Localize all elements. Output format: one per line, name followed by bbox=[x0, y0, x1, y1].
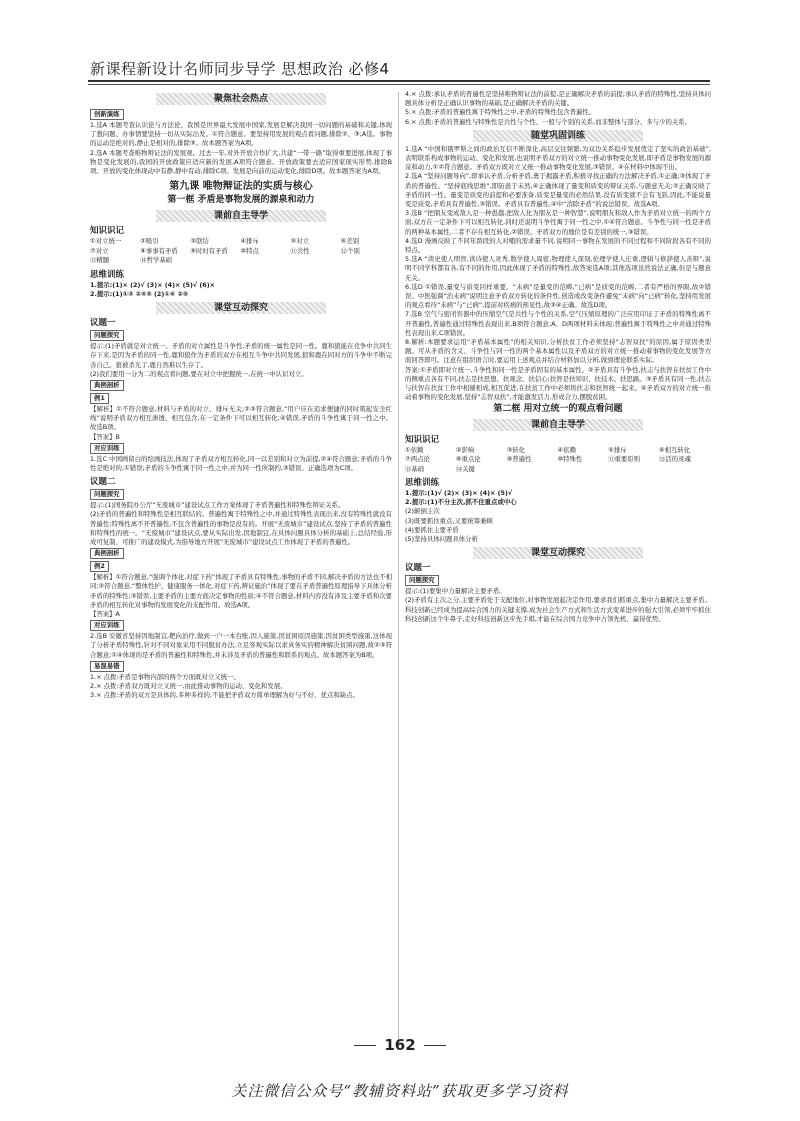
exercise-item: 答案:①矛盾即对立统一,斗争性和同一性是矛盾固有的基本属性。②矛盾具有斗争性,扶志与扶智在扶贫工作中的侧重点各有不同,扶志是扶思想、扶观念、扶信心;扶智是扶知识、扶技术、扶思路。③矛盾具有同一性,扶志与扶智在扶贫工作中相辅相成,相互促进,在扶贫工作中必须将扶志和扶智统一起来。④矛盾双方的对立统一推动着事物的变化发展,坚持“志智双扶”,才能激发活力,形成合力,摆脱贫困。 bbox=[405, 365, 711, 402]
topic-heading: 议题一 bbox=[90, 318, 116, 329]
exercise-item: 5.选A “读史使人明智,读诗使人灵秀,数学使人周密,物理使人深刻,伦理学使人庄重,逻辑与修辞使人善辩”,说明不同学科都有各,有不同的作用,因此体现了矛盾的特殊性,故答案选A项;其他选项虽然说法正确,但是与题意无关。 bbox=[405, 255, 711, 282]
error-item: 6.× 点拨:矛盾的普遍性与特殊性是共性与个性、一般与个别的关系,而非整体与部分、多与少的关系。 bbox=[405, 117, 692, 126]
problem-tag: 问题探究 bbox=[405, 575, 439, 586]
pre-class-banner: 课前自主导学 bbox=[156, 210, 326, 222]
thinking-answer: 1.提示:(1)√ (2)× (3)× (4)× (5)√ bbox=[405, 489, 513, 497]
knowledge-item: ⑭哲学基础 bbox=[140, 256, 173, 265]
knowledge-item: ⑩特殊性 bbox=[557, 455, 583, 463]
example-tag: 例1 bbox=[90, 393, 109, 404]
typical-tag: 典例剖析 bbox=[90, 548, 124, 559]
hot-topic-banner: 聚焦社会热点 bbox=[156, 93, 326, 105]
page-number bbox=[0, 1036, 800, 1054]
knowledge-item: ⑦对立 bbox=[90, 246, 109, 255]
knowledge-item: ④排斥 bbox=[240, 237, 259, 246]
example-parse: 【解析】①符合题意,“强调个体化,对症下药”体现了矛盾具有特殊性,事物的矛盾不同,解决矛盾的方法也不相同;②符合题意,“整体性护、健康服务一体化,对症下药,辨证施治”体现了要在矛盾普遍性原理指导下具体分析矛盾的特殊性;③错误,主要矛盾的主要方面决定事物的性质;④不符合题意,材料内容没有涉及主要矛盾和次要矛盾的相互转化对事物的发展变化的支配作用。故选A项。 bbox=[90, 573, 392, 609]
example-tag: 例2 bbox=[90, 561, 109, 572]
typical-tag: 典例剖析 bbox=[90, 380, 124, 391]
knowledge-item: ⑭关键 bbox=[455, 464, 475, 473]
practice-tag: 对应训练 bbox=[90, 620, 124, 631]
exercise-item: 4.选D 漫画反映了不同年龄段的人对哺的需求量不同,说明同一事物在发展的不同过程和不同阶段各有不同的特点。 bbox=[405, 236, 711, 255]
header-rule bbox=[88, 80, 710, 82]
error-item: 3.× 点拨:矛盾的双方是具体的,多种多样的,不能把矛盾双方简单理解为好与不好、优点和缺点。 bbox=[90, 691, 359, 700]
left-column bbox=[90, 90, 392, 1072]
exercise-item: 1.选A “中国和俄罗斯之间的政治互信不断深化,高层交往频繁,为双边关系稳步发展奠定了坚实的政治基础”,表明联系构成事物的运动、变化和发展,也说明矛盾双方的对立统一推动事物变化发展,即矛盾是事物发展的源泉和动力,①②符合题意。矛盾双方既对立又统一推动事物变化发展,③错误。④在材料中体现不出。 bbox=[405, 144, 711, 172]
problem-text: 提示:(1)矛盾就是对立统一。矛盾的对立属性是斗争性,矛盾的统一属性是同一性。鹿和狼能在竞争中共同生存下来,是因为矛盾的同一性,鹿和狼作为矛盾的双方在相互斗争中共同发展,狼和鹿在同对方的斗争中不断完善自己。狼被杀光了,鹿自然难以生存了。 bbox=[90, 342, 392, 369]
error-item: 5.× 点拨:矛盾的普遍性寓于特殊性之中,矛盾的特殊性包含普遍性。 bbox=[405, 108, 596, 117]
knowledge-item: ②影响 bbox=[455, 445, 475, 454]
practice-text: 1.选C 中国画留白的绘画技法,体现了矛盾双方相互转化,同一以差别和对立为前提,②④符合题意;矛盾的斗争性是绝对的,①错误;矛盾的斗争性寓于同一性之中,并为同一性所制约,③错误。正确选项为C项。 bbox=[90, 454, 392, 472]
innovate-item: 2.选A 本题考查唯物辩证法的发展观。过去一年,对外开放合作扩大,共建“一带一路”取得重要进展,体现了事物是变化发展的,我国的开放政策应适应新的发展,A项符合题意。开放政策要去适应国家现实形势,排除B项。开放的变化体现动中有静,静中有动,排除C项。发展是向前的运动变化,排除D项。故本题答案为A项。 bbox=[90, 148, 392, 176]
error-item: 4.× 点拨:承认矛盾的普遍性是坚持唯物辩证法的前提,是正确解决矛盾的前提;承认矛盾的特殊性,坚持具体问题具体分析是正确认识事物的基础,是正确解决矛盾的关键。 bbox=[405, 90, 711, 108]
practice-tag: 对应训练 bbox=[90, 443, 124, 454]
page-number-dash-left bbox=[354, 1045, 376, 1046]
class-banner: 课堂互动探究 bbox=[473, 547, 643, 559]
error-item: 2.× 点拨:矛盾双方既对立又统一,由此推动事物的运动、变化和发展。 bbox=[90, 682, 287, 690]
knowledge-item: ⑩特点 bbox=[240, 246, 259, 255]
knowledge-item: ①依赖 bbox=[405, 445, 424, 454]
problem-tag: 问题探究 bbox=[90, 489, 124, 500]
page-number-text: 162 bbox=[384, 1036, 416, 1054]
thinking-answer: 1.提示:(1)× (2)√ (3)× (4)× (5)√ (6)× bbox=[90, 280, 216, 289]
topic-heading: 议题二 bbox=[90, 477, 116, 488]
exercise-item: 3.选B “把朋友变成敌人是一种愚蠢,把敌人化为朋友是一种智慧”,说明朋友和敌人作为矛盾对立统一的两个方面,双方在一定条件下可以相互转化,同时还说明斗争性寓于同一性之中,①④符合题意。斗争性与同一性是矛盾的两种基本属性,二者不存在相互转化,②错误。矛盾双方的地位是有差别的统一,③错误。 bbox=[405, 209, 711, 236]
header-rule-thin bbox=[88, 84, 710, 85]
class-banner: 课堂互动探究 bbox=[156, 302, 326, 314]
thinking-answer: (3)既要抓住重点,又要统筹兼顾 bbox=[405, 516, 493, 525]
knowledge-heading: 知识识记 bbox=[405, 434, 440, 445]
thinking-answer: (2)颠倒主次 bbox=[405, 507, 440, 516]
pre-class-banner: 课前自主导学 bbox=[473, 419, 643, 431]
knowledge-item: ④依赖 bbox=[557, 445, 576, 454]
knowledge-item: ⑪共性 bbox=[290, 246, 310, 255]
knowledge-item: ⑬精髓 bbox=[90, 256, 110, 265]
problem-text: (2)矛盾有主次之分,主要矛盾处于支配地位,对事物发展起决定作用,要求我们抓重点,集中力量解决主要矛盾。科技创新已经成为提高综合国力的关键支撑,成为社会生产方式和生活方式变革进步的强大引领,必须牢牢抓住科技创新这个牛鼻子,走好科技创新这步先手棋,才能在综合国力竞争中占领先机、赢得优势。 bbox=[405, 596, 711, 623]
knowledge-grid bbox=[405, 446, 711, 475]
knowledge-item: ⑫活的灵魂 bbox=[658, 455, 691, 463]
thinking-heading: 思维训练 bbox=[90, 269, 125, 280]
exercise-item: 2.选A “坚持问题导向”,即承认矛盾,分析矛盾,勇于揭露矛盾,积极寻找正确的方法解决矛盾,①正确;③体现了矛盾的普遍性。“坚持底线思维”,即防患于未然,④正确体现了量变和质变的辩证关系,与题意无关;②正确反映了矛盾的同一性。量变是质变的前提和必要准备,质变是量变的必然结果,没有质变就不会有飞跃,因此,不能说量变是质变,矛盾具有普遍性,③错误。矛盾具有普遍性,④中“消除矛盾”的说法错误。故选A项。 bbox=[405, 172, 711, 209]
example-answer: 【答案】A bbox=[90, 609, 120, 618]
thinking-heading: 思维训练 bbox=[405, 478, 440, 488]
knowledge-item: ②吸引 bbox=[140, 237, 159, 246]
topic-heading: 议题一 bbox=[405, 563, 431, 574]
frame-title: 第一框 矛盾是事物发展的源泉和动力 bbox=[167, 195, 315, 206]
knowledge-item: ⑥差别 bbox=[340, 237, 360, 246]
innovate-tag: 创新演练 bbox=[90, 109, 124, 120]
knowledge-item: ⑨普遍性 bbox=[506, 455, 532, 463]
knowledge-item: ⑪重要原则 bbox=[608, 455, 641, 463]
example-answer: 【答案】B bbox=[90, 432, 120, 441]
knowledge-item: ⑥相互转化 bbox=[658, 445, 691, 454]
knowledge-item: ⑫个别 bbox=[340, 246, 360, 255]
exercise-item: 6.选D ①错误,量变与质变同样重要。“未病”是量变的范畴,“已病”是质变的范畴,二者有严格的界限,故②错误。中医强调“治未病”说明注意矛盾双方转化的条件性,创造或改变条件避免“未病”向“已病”转化,坚持用发展的观点看待“未病”与“已病”,提前对疾病的预见性,故③④正确。故选D项。 bbox=[405, 282, 711, 310]
knowledge-item: ③转化 bbox=[506, 445, 526, 454]
exercise-item: 7.选B 空气与密闭容器中的压缩空气是共性与个性的关系,空气压缩原理的广泛应用印证了矛盾的特殊性离不开普遍性,普遍性通过特殊性表现出来,B项符合题意;A、D两项材料未体现;普遍性寓于特殊性之中并通过特殊性表现出来,C项错误。 bbox=[405, 310, 711, 337]
knowledge-item: ⑦两点论 bbox=[405, 455, 430, 463]
knowledge-heading: 知识识记 bbox=[90, 226, 125, 237]
knowledge-item: ⑧重点论 bbox=[455, 455, 481, 463]
knowledge-grid bbox=[90, 237, 392, 266]
column-divider bbox=[398, 92, 399, 1042]
thinking-answer: (5)坚持具体问题具体分析 bbox=[405, 535, 478, 544]
problem-tag: 问题探究 bbox=[90, 330, 124, 341]
thinking-answer: (4)要抓住主要矛盾 bbox=[405, 525, 459, 534]
knowledge-item: ①对立统一 bbox=[90, 237, 122, 246]
knowledge-item: ⑬基础 bbox=[405, 464, 425, 473]
problem-text: 提示:(1)要集中力量解决主要矛盾。 bbox=[405, 587, 506, 596]
knowledge-item: ⑤排斥 bbox=[608, 445, 627, 454]
consolidate-banner: 随堂巩固训练 bbox=[473, 130, 643, 142]
thinking-answer: 2.提示:(1)①③ ②④⑤ (2)①④ ②⑤ bbox=[90, 289, 189, 298]
page-number-dash-right bbox=[424, 1045, 446, 1046]
right-column bbox=[405, 90, 711, 1072]
knowledge-item: ⑧事事有矛盾 bbox=[140, 246, 178, 255]
running-header: 新课程新设计名师同步导学 思想政治 必修4 bbox=[90, 60, 390, 78]
exercise-item: 8.解析:本题要求运用“矛盾基本属性”的相关知识,分析扶贫工作必须坚持“志智双扶”的原因,属于原因类型题。可从矛盾的含义、斗争性与同一性的两个基本属性以及矛盾双方的对立统一推动着事物的变化发展等方面回答即可。注意在组织语言时,要运用上述观点并结合材料加以分析,做到理论联系实际。 bbox=[405, 338, 711, 365]
error-tag: 易混易错 bbox=[90, 661, 124, 672]
footer-note: 关注微信公众号“教辅资料站”获取更多学习资料 bbox=[231, 1082, 569, 1100]
knowledge-item: ⑤对立 bbox=[290, 237, 310, 246]
frame-title: 第二框 用对立统一的观点看问题 bbox=[493, 403, 623, 414]
problem-text: 提示:(1)国务院办公厅“无废城市”建设试点工作方案体现了矛盾普遍性和特殊性辩证关系。 bbox=[90, 501, 345, 510]
practice-text: 2.选B 安徽省坚持因地制宜,靶向治疗,做到一户一本台账,因人施策,因贫困原因施策,因贫困类型施策,这体现了分析矛盾特殊性,针对不同对象采用不同脱贫办法,立足客观实际以求真务实的精神解决贫困问题,故②③符合题意;①④体现的是矛盾的普遍性和特殊性,并未涉及矛盾的普遍性和联系的观点。故本题答案为B项。 bbox=[90, 632, 392, 659]
lesson-title: 第九课 唯物辩证法的实质与核心 bbox=[169, 181, 313, 193]
knowledge-item: ⑨时时有矛盾 bbox=[190, 246, 228, 255]
problem-text: (2)我们要用一分为二的观点看问题,要在对立中把握统一,在统一中认识对立。 bbox=[90, 369, 308, 378]
knowledge-item: ③联结 bbox=[190, 237, 209, 246]
error-item: 1.× 点拨:矛盾是事物内部的两个方面既对立又统一。 bbox=[90, 672, 240, 681]
innovate-item: 1.选A 本题考查认识论与方法论。我国是世界最大发展中国家,发展是解决我国一切问题的基础和关键,体现了想问题、办事情要坚持一切从实际出发。①符合题意。要坚持用发展的观点看问题,排除②、③;A选。事物的运动是绝对的,静止是相对的,排除③。故本题答案为A项。 bbox=[90, 121, 392, 148]
thinking-answer: 2.提示:(1)不分主次,抓不住重点或中心 bbox=[405, 498, 517, 507]
example-parse: 【解析】①不符合题意,材料与矛盾的对立、排斥无关;②③符合题意,“用户应在追求便捷的同时筑起安全红线”说明矛盾双方相互渗透、相互包含,在一定条件下可以相互转化;④错误,矛盾的斗争性寓于同一性之中。故选B项。 bbox=[90, 404, 392, 432]
problem-text: (2)矛盾的普遍性和特殊性是相互联结的。普遍性寓于特殊性之中,并通过特殊性表现出来,没有特殊性就没有普遍性;特殊性离不开普遍性,不包含普遍性的事物是没有的。开展“无废城市”建设试点,坚持了矛盾的普遍性和特殊性的统一。“无废城市”建设试点,要从实际出发,因地制宜,在具体问题具体分析的基础上,总结经验,形成可复制、可推广的建设模式,为指导地方开展“无废城市”建设试点工作体现了矛盾的普遍性。 bbox=[90, 510, 392, 546]
